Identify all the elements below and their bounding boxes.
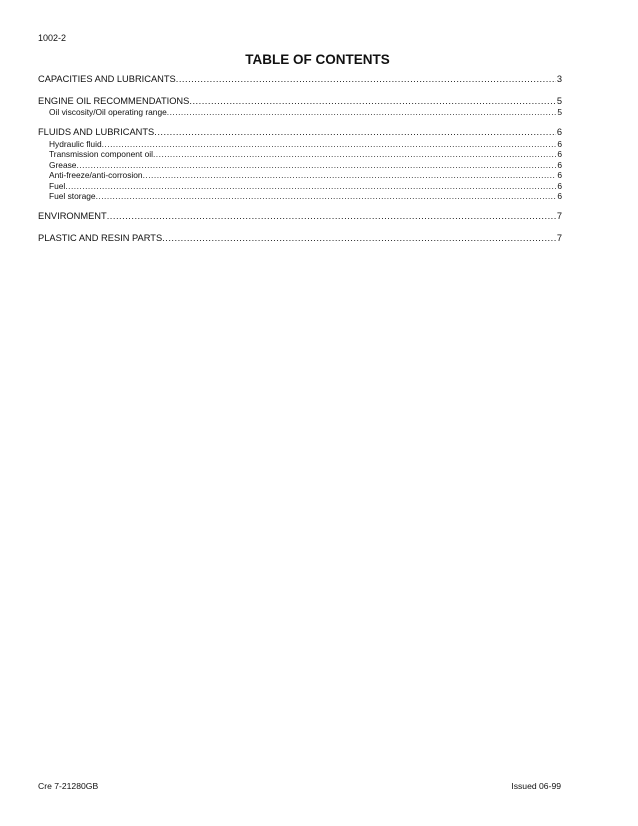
footer-issue-date: Issued 06-99 <box>511 781 561 791</box>
toc-section <box>38 211 562 223</box>
toc-entry[interactable] <box>38 96 562 108</box>
toc-page-number: 3 <box>556 74 562 84</box>
dot-leader <box>143 170 557 180</box>
dot-leader <box>154 127 556 139</box>
toc-subentry[interactable] <box>38 107 562 117</box>
toc-entry-label: Fuel storage <box>49 190 96 201</box>
toc-page-number: 6 <box>557 180 562 191</box>
dot-leader <box>167 107 557 117</box>
page-code: 1002-2 <box>38 33 67 43</box>
toc-section <box>38 74 562 86</box>
toc-entry-label: ENVIRONMENT <box>38 211 107 222</box>
dot-leader <box>96 191 557 201</box>
toc-entry[interactable] <box>38 233 562 245</box>
dot-leader <box>65 181 556 191</box>
dot-leader <box>162 233 556 245</box>
dot-leader <box>76 160 556 170</box>
toc-section <box>38 233 562 245</box>
toc-page-number: 6 <box>557 190 562 201</box>
toc-page-number: 6 <box>557 159 562 170</box>
toc-page-number: 6 <box>556 127 562 138</box>
toc-page-number: 5 <box>557 107 562 117</box>
toc-section <box>38 96 562 118</box>
toc-entry-label: Anti-freeze/anti-corrosion <box>49 170 143 181</box>
toc-subentry[interactable] <box>38 181 562 191</box>
toc-page-number: 6 <box>557 138 562 149</box>
toc-entry-label: PLASTIC AND RESIN PARTS <box>38 232 163 243</box>
dot-leader <box>107 211 556 223</box>
toc-entry-label: Fuel <box>49 180 66 191</box>
toc-entry[interactable] <box>38 127 562 139</box>
toc-entry-label: Oil viscosity/Oil operating range <box>49 107 167 117</box>
toc-page-number: 7 <box>556 232 562 243</box>
toc-entry-label: Transmission component oil <box>49 149 153 160</box>
toc-subentry[interactable] <box>38 139 562 149</box>
table-of-contents <box>38 74 562 254</box>
toc-page-number: 5 <box>556 95 562 106</box>
toc-subentry[interactable] <box>38 149 562 159</box>
dot-leader <box>176 74 556 86</box>
toc-entry-label: Hydraulic fluid <box>49 138 102 149</box>
dot-leader <box>189 96 555 108</box>
toc-entry-label: Grease <box>49 159 77 170</box>
toc-title: TABLE OF CONTENTS <box>245 52 390 67</box>
toc-entry[interactable] <box>38 74 562 86</box>
toc-entry[interactable] <box>38 211 562 223</box>
toc-subentry[interactable] <box>38 170 562 180</box>
toc-subentry[interactable] <box>38 160 562 170</box>
toc-subentry[interactable] <box>38 191 562 201</box>
toc-entry-label: FLUIDS AND LUBRICANTS <box>38 127 155 138</box>
toc-entry-label: CAPACITIES AND LUBRICANTS <box>38 74 176 84</box>
toc-page-number: 6 <box>557 149 562 160</box>
toc-entry-label: ENGINE OIL RECOMMENDATIONS <box>38 95 190 106</box>
dot-leader <box>153 149 556 159</box>
dot-leader <box>102 139 557 149</box>
toc-section <box>38 127 562 201</box>
toc-page-number: 6 <box>557 170 562 181</box>
footer-document-code: Cre 7-21280GB <box>38 781 99 791</box>
toc-page-number: 7 <box>556 211 562 222</box>
